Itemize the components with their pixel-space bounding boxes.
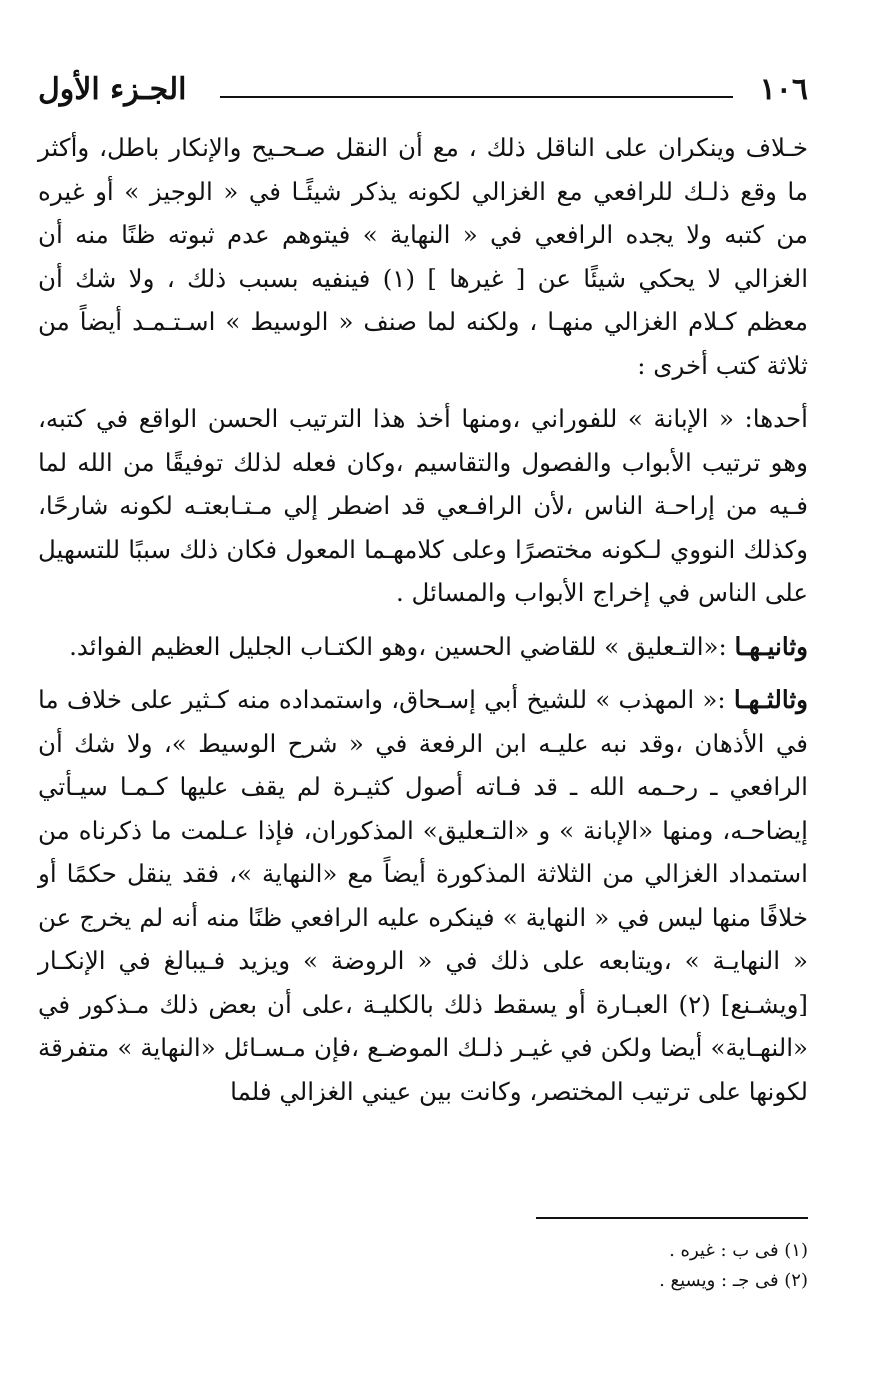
running-header: [38, 72, 808, 116]
paragraph-text: :«التـعليق » للقاضي الحسين ،وهو الكتـاب الجليل العظيم الفوائد.: [69, 631, 735, 661]
part-title: الجـزء الأول: [38, 72, 187, 107]
footnotes: [38, 1236, 808, 1296]
paragraph-second-source: [38, 625, 808, 669]
paragraph-first-source: [38, 397, 808, 615]
book-page: [38, 60, 808, 1380]
paragraph-text: أحدها: « الإبانة » للفوراني ،ومنها أخذ هذا الترتيب الحسن الواقع في كتبه، وهو ترتيب الأبواب والفصول والتقاسيم ،وكان فعله لذلك توفيقًا من الله لما فـيه من إراحـة الناس ،لأن الرافـعي قد اضطر إلي مـتـابعتـه لكونه شارحًا، وكذلك النووي لـكونه مختصرًا وعلى كلامهـما المعول فكان ذلك سببًا للتسهيل على الناس في إخراج الأبواب والمسائل .: [38, 404, 808, 607]
page-number: ١٠٦: [759, 72, 808, 107]
main-text: [38, 126, 808, 1123]
paragraph-text: خـلاف وينكران على الناقل ذلك ، مع أن النقل صـحـيح والإنكار باطل، وأكثر ما وقع ذلـك للرافعي مع الغزالي لكونه يذكر شيئًـا في « الوجيز » أو غيره من كتبه ولا يجده الرافعي في « النهاية » فيتوهم عدم ثبوته ظنًا منه أن الغزالي لا يحكي شيئًا عن [ غيرها ] (١) فينفيه بسبب ذلك ، ولا شك أن معظم كـلام الغزالي منهـا ، ولكنه لما صنف « الوسيط » اسـتـمـد أيضاً من ثلاثة كتب أخرى :: [38, 133, 808, 380]
paragraph-lead-word: وثالثـهـا: [733, 685, 808, 714]
footnote-rule: [536, 1217, 808, 1219]
footnote-2: (٢) فى جـ : ويسيع .: [659, 1270, 808, 1291]
footnote-1: (١) فى ب : غيره .: [669, 1240, 808, 1261]
paragraph-lead-word: وثانيـهـا: [734, 631, 808, 661]
paragraph-intro: [38, 126, 808, 387]
paragraph-text: :« المهذب » للشيخ أبي إسـحاق، واستمداده منه كـثير على خلاف ما في الأذهان ،وقد نبه عليـه ابن الرفعة في « شرح الوسيط »، ولا شك أن الرافعي ـ رحـمه الله ـ قد فـاته أصول كثيـرة لم يقف عليها كـمـا سيـأتي إيضاحـه، ومنها «الإبانة » و «التـعليق» المذكوران، فإذا عـلمت ما ذكرناه من استمداد الغزالي من الثلاثة المذكورة أيضاً مع «النهاية »، فقد ينقل حكمًا أو خلافًا منها ليس في « النهاية » فينكره عليه الرافعي ظنًا منه أنه لم يخرج عن « النهايـة » ،ويتابعه على ذلك في « الروضة » ويزيد فـيبالغ في الإنكـار [ويشـنع] (٢) العبـارة أو يسقط ذلك بالكليـة ،على أن بعض ذلك مـذكور في «النهـاية» أيضا ولكن في غيـر ذلـك الموضـع ،فإن مـسـائل «النهاية » متفرقة لكونها على ترتيب المختصر، وكانت بين عيني الغزالي فلما: [38, 685, 808, 1106]
header-rule: [220, 96, 733, 98]
paragraph-third-source: [38, 678, 808, 1113]
